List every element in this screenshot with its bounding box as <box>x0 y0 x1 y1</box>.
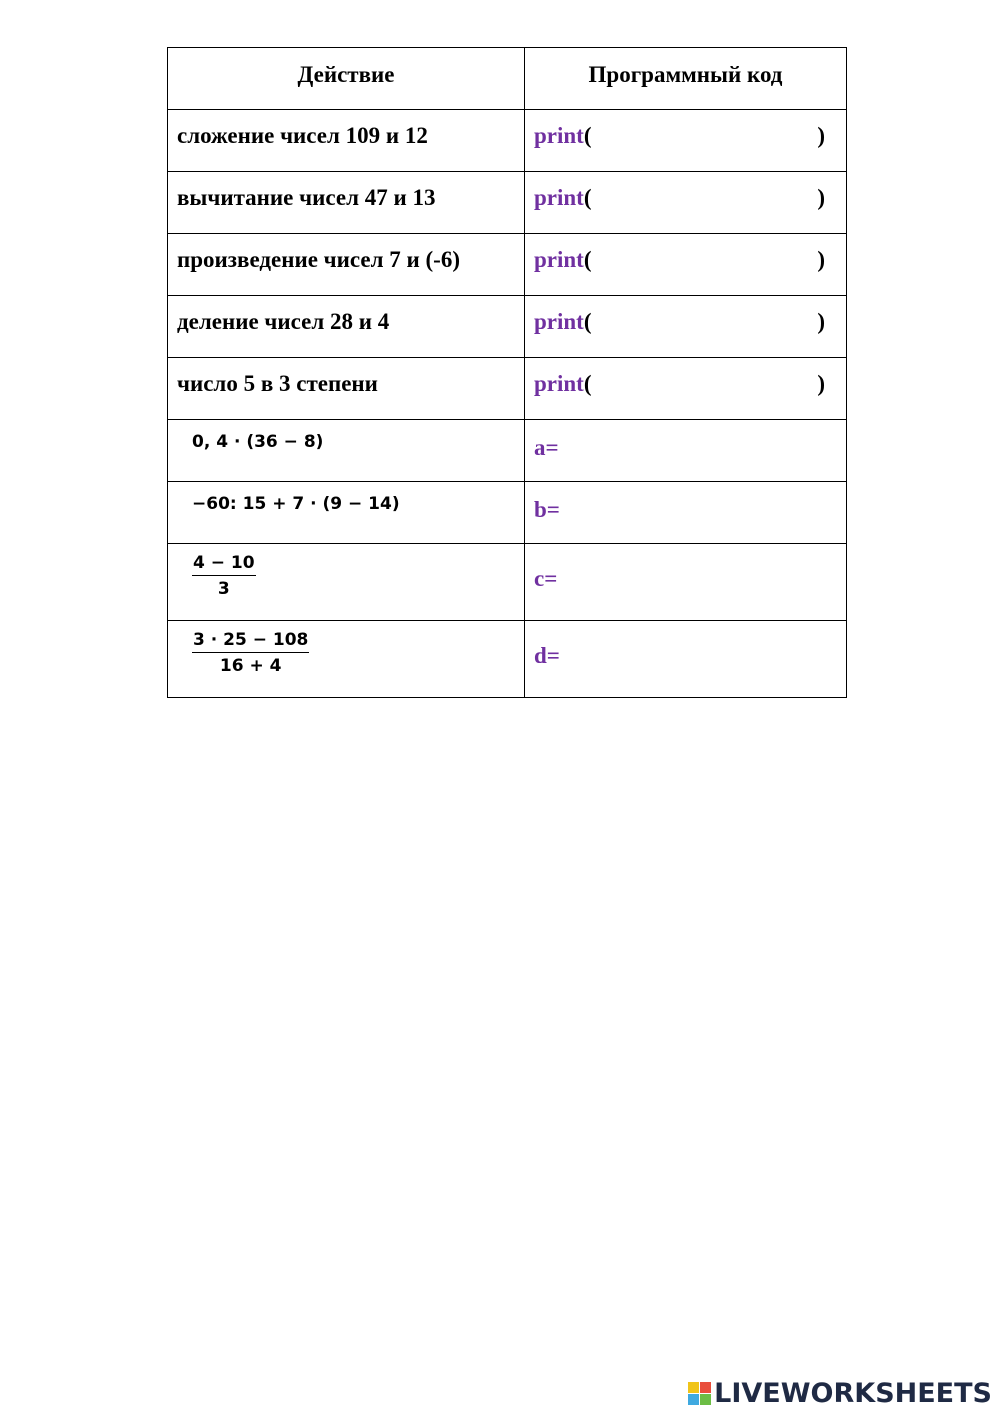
code-cell[interactable] <box>525 544 847 621</box>
action-cell: число 5 в 3 степени <box>168 358 525 420</box>
fraction <box>192 553 256 599</box>
table-row <box>168 420 847 482</box>
expression-cell <box>168 482 525 544</box>
table-row <box>168 234 847 296</box>
header-code: Программный код <box>525 48 847 110</box>
variable-label: a= <box>534 435 559 460</box>
code-cell[interactable] <box>525 358 847 420</box>
action-cell: произведение чисел 7 и (-6) <box>168 234 525 296</box>
exercise-table <box>167 47 847 698</box>
variable-label: b= <box>534 497 560 522</box>
expression-cell <box>168 544 525 621</box>
header-row <box>168 48 847 110</box>
code-cell[interactable] <box>525 420 847 482</box>
fraction-numerator: 3 · 25 − 108 <box>192 630 309 653</box>
print-keyword: print( <box>534 123 592 148</box>
table-row <box>168 621 847 698</box>
close-paren: ) <box>817 123 825 148</box>
variable-label: c= <box>534 566 558 591</box>
code-cell[interactable] <box>525 234 847 296</box>
fraction-denominator: 16 + 4 <box>219 656 282 676</box>
code-cell[interactable] <box>525 482 847 544</box>
close-paren: ) <box>817 371 825 396</box>
close-paren: ) <box>817 247 825 272</box>
code-cell[interactable] <box>525 296 847 358</box>
print-keyword: print( <box>534 247 592 272</box>
table-row <box>168 358 847 420</box>
code-cell[interactable] <box>525 621 847 698</box>
code-cell[interactable] <box>525 110 847 172</box>
fraction-denominator: 3 <box>217 579 230 599</box>
print-keyword: print( <box>534 371 592 396</box>
logo-icon <box>688 1382 711 1405</box>
table-row <box>168 172 847 234</box>
fraction-numerator: 4 − 10 <box>192 553 256 576</box>
close-paren: ) <box>817 185 825 210</box>
action-cell: сложение чисел 109 и 12 <box>168 110 525 172</box>
liveworksheets-logo <box>688 1378 992 1409</box>
table-row <box>168 544 847 621</box>
fraction <box>192 630 309 676</box>
logo-text: LIVEWORKSHEETS <box>714 1378 992 1409</box>
print-keyword: print( <box>534 309 592 334</box>
expression-cell <box>168 420 525 482</box>
code-cell[interactable] <box>525 172 847 234</box>
variable-label: d= <box>534 643 560 668</box>
action-cell: вычитание чисел 47 и 13 <box>168 172 525 234</box>
math-expression: −60: 15 + 7 · (9 − 14) <box>192 494 400 514</box>
close-paren: ) <box>817 309 825 334</box>
math-expression: 0, 4 · (36 − 8) <box>192 432 324 452</box>
table-row <box>168 296 847 358</box>
table-row <box>168 110 847 172</box>
action-cell: деление чисел 28 и 4 <box>168 296 525 358</box>
expression-cell <box>168 621 525 698</box>
print-keyword: print( <box>534 185 592 210</box>
table-row <box>168 482 847 544</box>
header-action: Действие <box>168 48 525 110</box>
